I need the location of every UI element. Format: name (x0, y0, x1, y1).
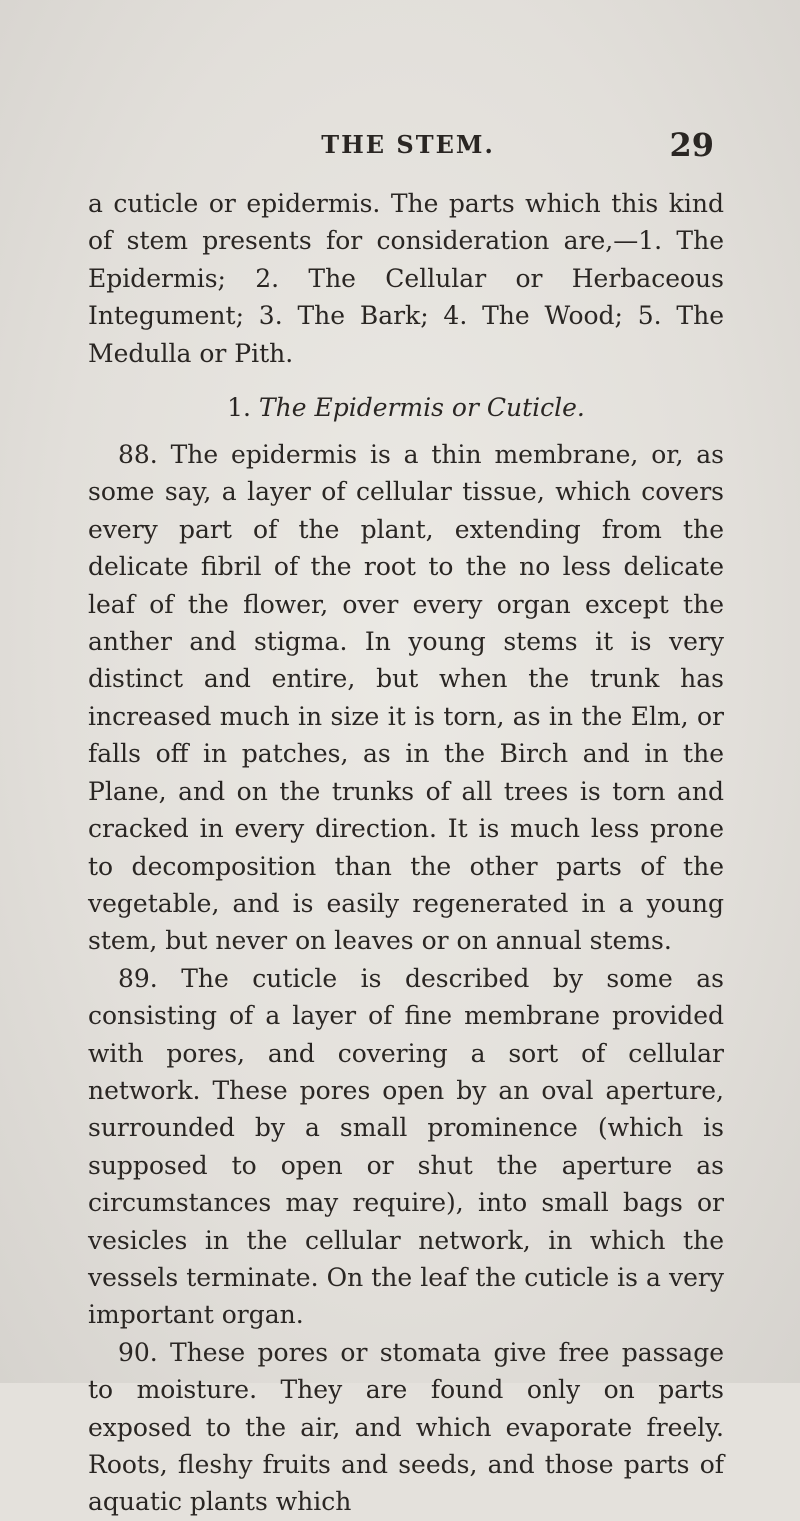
running-title: THE STEM. (321, 130, 495, 159)
page-number: 29 (669, 126, 714, 164)
body-text (88, 185, 724, 1521)
paragraph-continued: a cuticle or epidermis. The parts which this kind of stem presents for consideration are,—1. The Epidermis; 2. The Cellular or Herbaceous Integument; 3. The Bark; 4. The Wood; 5. The Medulla or Pith. (88, 189, 724, 368)
section-number: 1. (227, 393, 251, 423)
section-title: The Epidermis or Cuticle. (258, 393, 585, 423)
paragraph-90: 90. These pores or stomata give free passage to moisture. They are found only on parts exposed to the air, and which evaporate freely. Roots, fleshy fruits and seeds, and those parts of aquatic plants which (88, 1337, 724, 1517)
paragraph-89: 89. The cuticle is described by some as consisting of a layer of fine membrane provided with pores, and covering a sort of cellular network. These pores open by an oval aperture, surrounded by a small prominence (which is supposed to open or shut the aperture as circumstances may require), into small bags or vesicles in the cellular network, in which the vessels terminate. On the leaf the cuticle is a very important organ. (88, 963, 724, 1330)
running-head (88, 126, 728, 170)
paragraph-88: 88. The epidermis is a thin membrane, or, as some say, a layer of cellular tissue, which covers every part of the plant, extending from the delicate fibril of the root to the no less delicate leaf of the flower, over every organ except the anther and stigma. In young stems it is very distinct and entire, but when the trunk has increased much in size it is torn, as in the Elm, or falls off in patches, as in the Birch and in the Plane, and on the trunks of all trees is torn and cracked in every direction. It is much less prone to decomposition than the other parts of the vegetable, and is easily regenerated in a young stem, but never on leaves or on annual stems. (88, 440, 724, 956)
section-heading (88, 390, 724, 426)
